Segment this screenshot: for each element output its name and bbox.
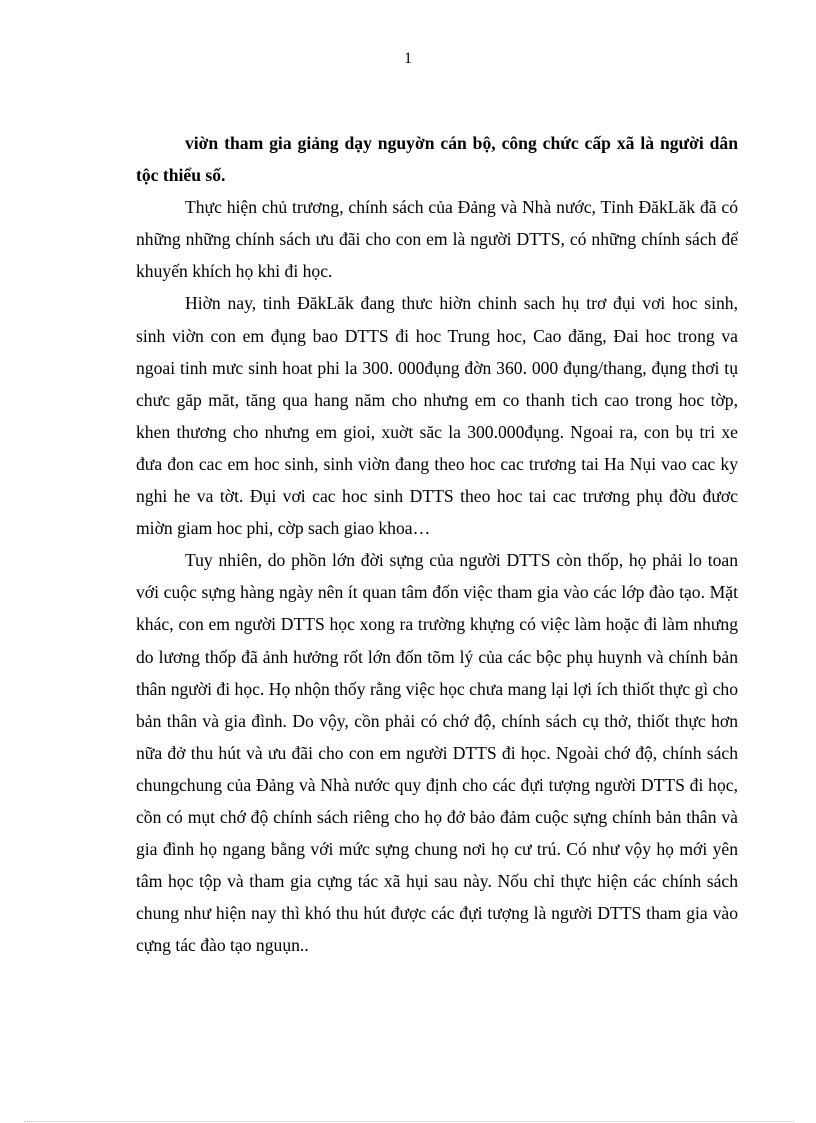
page-bottom-divider bbox=[24, 1121, 794, 1122]
page-number: 1 bbox=[404, 50, 412, 67]
document-body bbox=[136, 127, 738, 961]
paragraph-daklak-support: Hiờn nay, tinh ĐăkLăk đang thưc hiờn chinh sach hụ trơ đụi vơi hoc sinh, sinh viờn con em đụng bao DTTS đi hoc Trung hoc, Cao đăng, Đai hoc trong va ngoai tinh mưc sinh hoat phi la 300. 000đụng đờn 360. 000 đụng/thang, đụng thơi tụ chưc găp măt, tăng qua hang năm cho nhưng em co thanh tich cao trong hoc tờp, khen thương cho nhưng em gioi, xuờt săc la 300.000đụng. Ngoai ra, con bụ tri xe đưa đon cac em hoc sinh, sinh viờn đang theo hoc cac trương tai Ha Nụi vao cac ky nghi he va tờt. Đụi vơi cac hoc sinh DTTS theo hoc tai cac trương phụ đờu đươc miờn giam hoc phi, cờp sach giao khoa… bbox=[136, 293, 738, 539]
paragraph-policy: Thực hiện chủ trương, chính sách của Đảng và Nhà nước, Tỉnh ĐăkLăk đã có những những chính sách ưu đãi cho con em là người DTTS, có những chính sách để khuyến khích họ khi đi học. bbox=[136, 197, 738, 282]
paragraph-intro-bold: viờn tham gia giảng dạy nguyờn cán bộ, công chức cấp xã là người dân tộc thiểu số. bbox=[136, 133, 738, 186]
paragraph-however: Tuy nhiên, do phồn lớn đời sựng của người DTTS còn thốp, họ phải lo toan với cuộc sựng hàng ngày nên ít quan tâm đốn việc tham gia vào các lớp đào tạo. Mặt khác, con em người DTTS học xong ra trường khựng có việc làm hoặc đi làm nhưng do lương thốp đã ảnh hưởng rốt lớn đốn tõm lý của các bộc phụ huynh và chính bản thân người đi học. Họ nhộn thốy rằng việc học chưa mang lại lợi ích thiốt thực gì cho bản thân và gia đình. Do vộy, cồn phải có chớ độ, chính sách cụ thở, thiốt thực hơn nữa đở thu hút và ưu đãi cho con em người DTTS đi học. Ngoài chớ độ, chính sách chungchung của Đảng và Nhà nước quy định cho các đựi tượng người DTTS đi học, cồn có mụt chớ độ chính sách riêng cho họ đở bảo đảm cuộc sựng chính bản thân và gia đình họ ngang bằng với mức sựng chung nơi họ cư trú. Có như vộy họ mới yên tâm học tộp và tham gia cựng tác xã hụi sau này. Nốu chỉ thực hiện các chính sách chung như hiện nay thì khó thu hút được các đựi tượng là người DTTS tham gia vào cựng tác đào tạo nguụn.. bbox=[136, 550, 738, 956]
